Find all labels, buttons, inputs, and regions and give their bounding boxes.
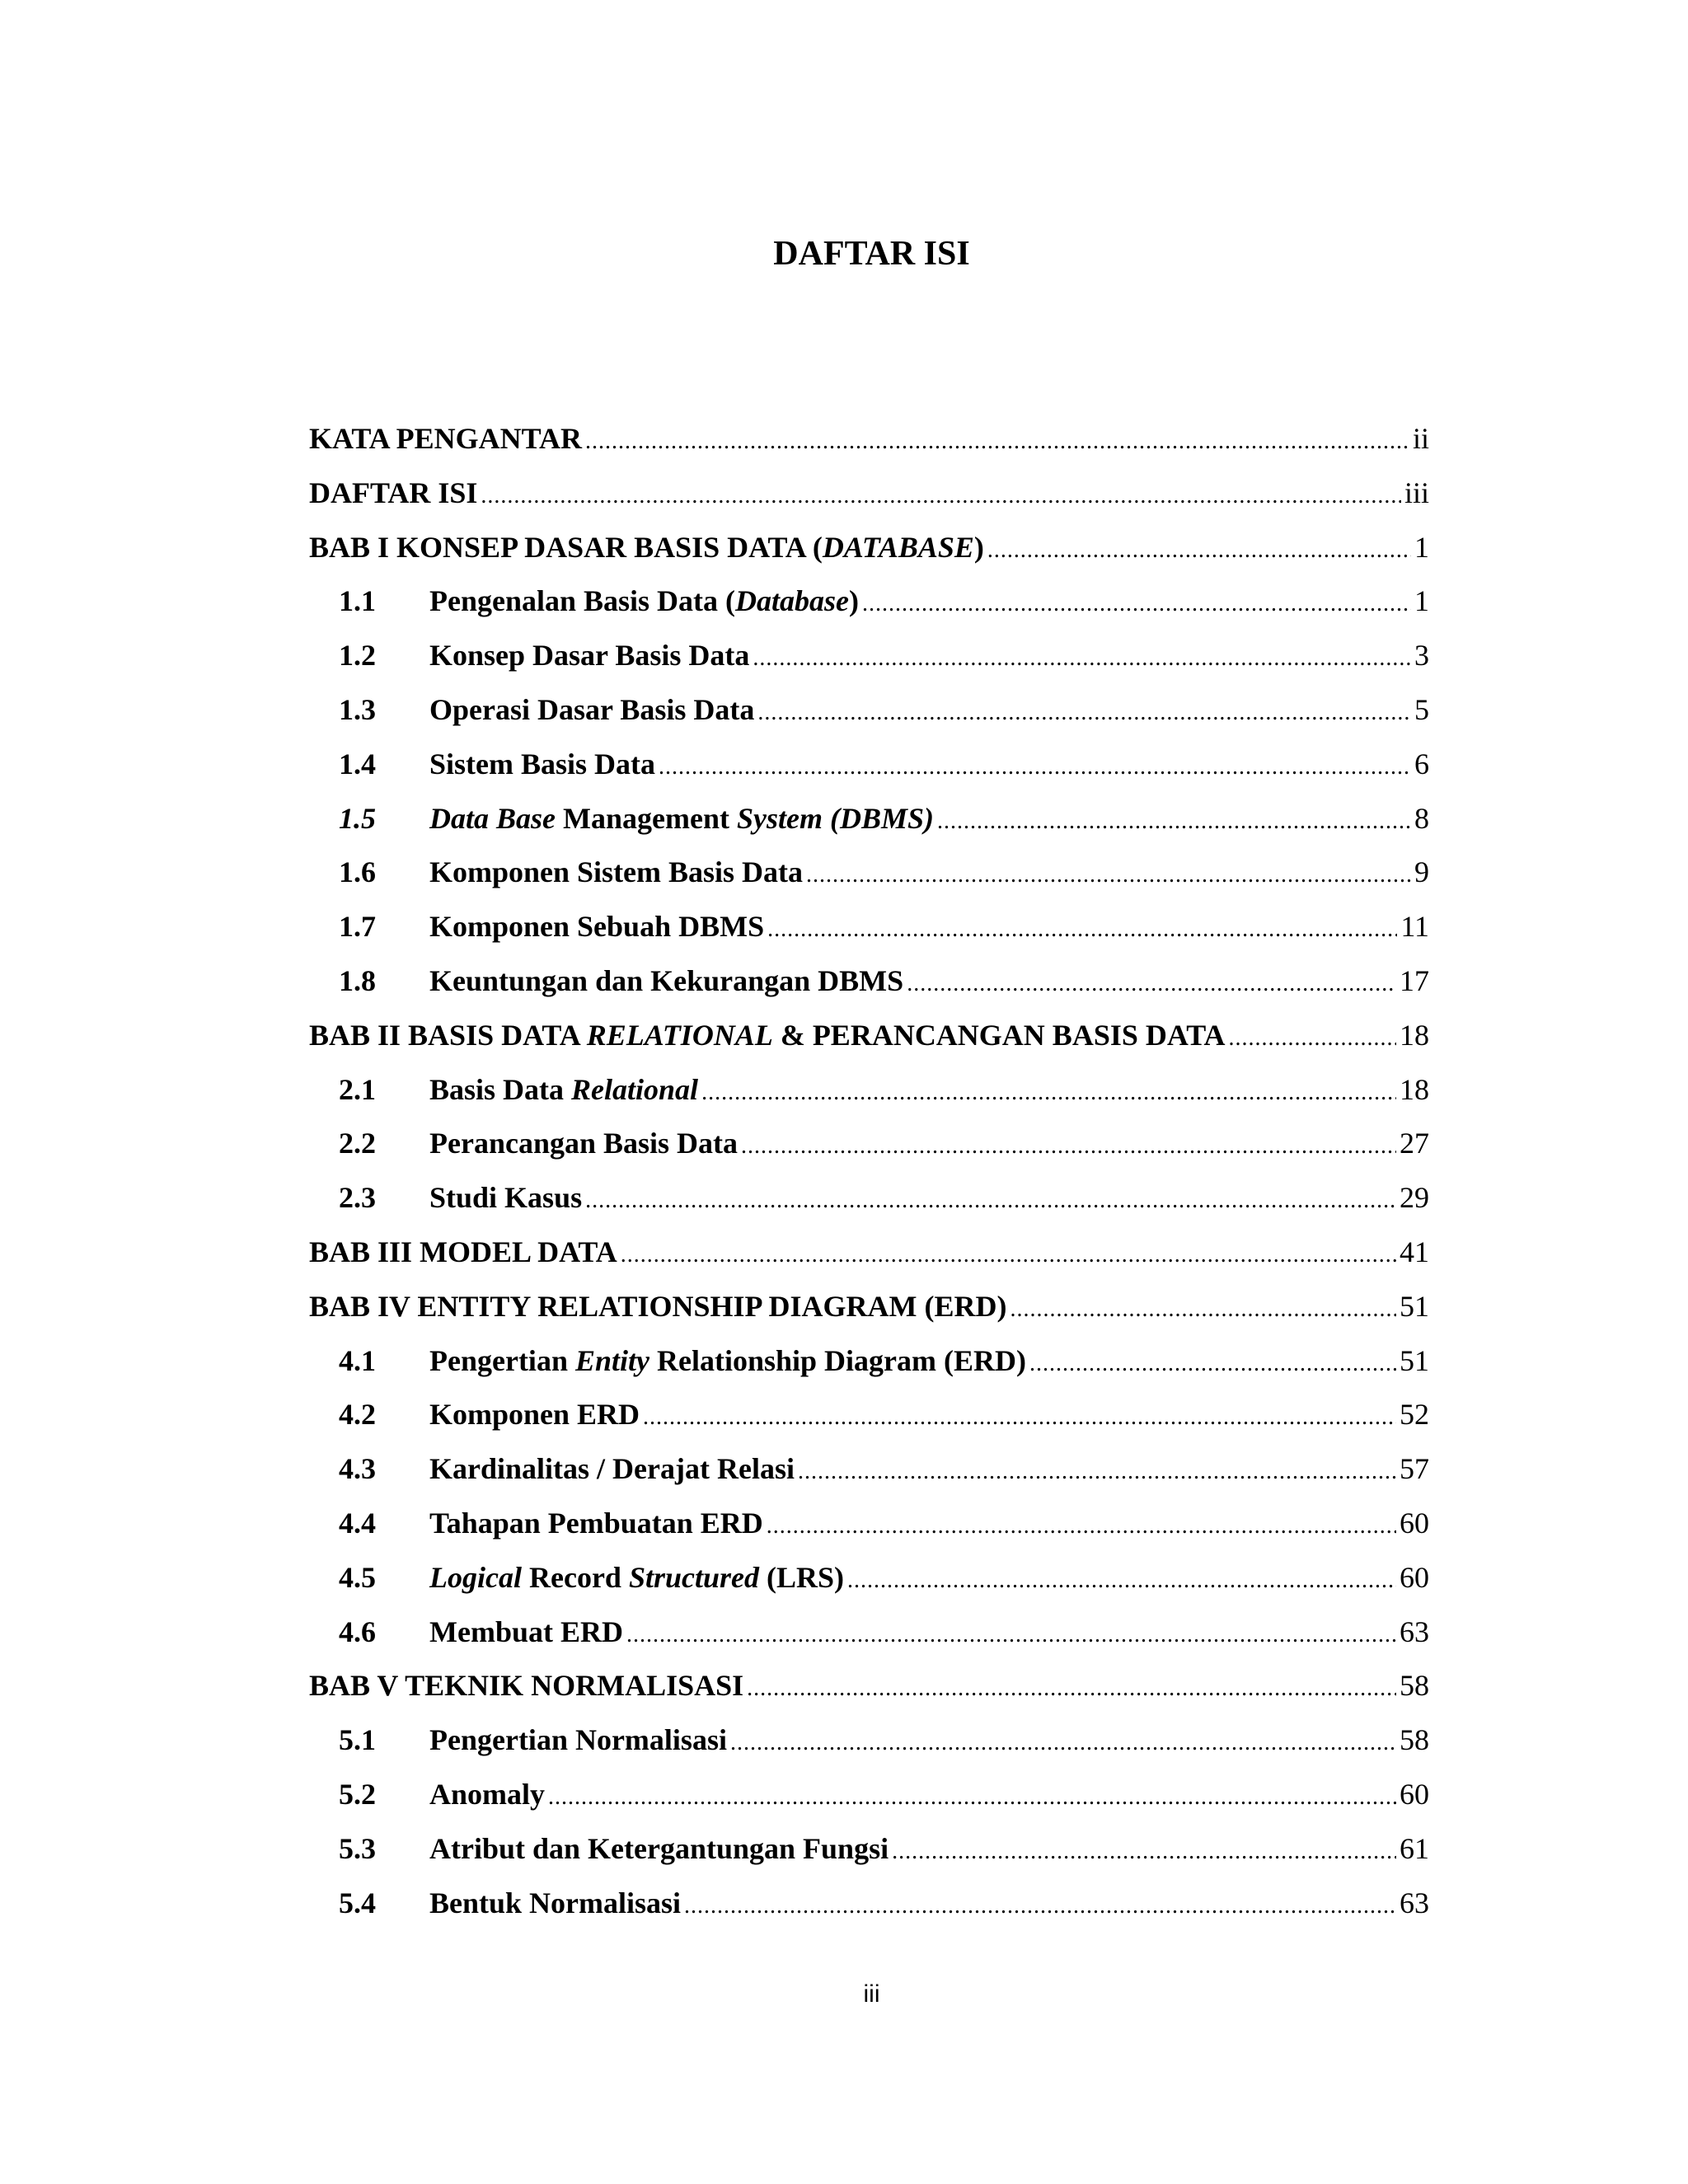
toc-entry[interactable] bbox=[309, 1117, 1429, 1171]
toc-entry-title-segment: Tahapan Pembuatan ERD bbox=[429, 1506, 763, 1540]
toc-entry-number: 4.3 bbox=[339, 1452, 376, 1486]
dot-leader bbox=[987, 523, 1411, 578]
toc-entry-title-segment: & PERANCANGAN BASIS DATA bbox=[772, 1018, 1226, 1052]
toc-entry-title bbox=[429, 1605, 623, 1660]
dot-leader bbox=[643, 1390, 1396, 1445]
toc-entry-number: 4.5 bbox=[339, 1560, 376, 1594]
toc-entry-title bbox=[429, 1334, 1026, 1389]
dot-leader bbox=[847, 1554, 1396, 1608]
toc-entry-title-segment: Basis Data bbox=[429, 1072, 572, 1106]
toc-entry-page: 52 bbox=[1400, 1398, 1429, 1432]
toc-entry-title-segment: ) bbox=[973, 530, 984, 564]
toc-entry-title bbox=[309, 1226, 617, 1280]
toc-entry[interactable] bbox=[309, 1226, 1429, 1280]
toc-entry-title bbox=[309, 1659, 743, 1713]
toc-entry-page: 29 bbox=[1400, 1181, 1429, 1215]
toc-entry-number: 1.1 bbox=[339, 584, 376, 618]
toc-entry-page: 60 bbox=[1400, 1506, 1429, 1540]
toc-entry-page: 41 bbox=[1400, 1235, 1429, 1268]
dot-leader bbox=[907, 957, 1396, 1011]
toc-entry-number: 1.3 bbox=[339, 692, 376, 726]
dot-leader bbox=[730, 1716, 1396, 1770]
toc-entry-page: 11 bbox=[1400, 910, 1429, 944]
toc-entry-title bbox=[429, 900, 764, 954]
toc-entry-title-segment: Pengertian bbox=[429, 1343, 575, 1377]
toc-entry-title bbox=[309, 412, 582, 466]
toc-entry[interactable] bbox=[309, 1063, 1429, 1118]
toc-entry-title bbox=[429, 1551, 844, 1605]
toc-entry-title bbox=[429, 1117, 738, 1171]
toc-entry[interactable] bbox=[309, 1388, 1429, 1442]
toc-entry[interactable] bbox=[309, 683, 1429, 738]
toc-entry-page: 9 bbox=[1414, 855, 1429, 889]
toc-entry-title bbox=[429, 1063, 698, 1118]
toc-entry[interactable] bbox=[309, 521, 1429, 575]
toc-entry-title bbox=[429, 1822, 889, 1877]
toc-entry-title bbox=[429, 683, 754, 738]
toc-entry-title-segment: Perancangan Basis Data bbox=[429, 1127, 738, 1160]
toc-entry-number: 1.6 bbox=[339, 855, 376, 889]
toc-entry-number: 5.3 bbox=[339, 1831, 376, 1865]
toc-entry-title bbox=[429, 1713, 727, 1768]
toc-entry-title bbox=[429, 1442, 795, 1497]
toc-entry[interactable] bbox=[309, 1877, 1429, 1931]
dot-leader bbox=[747, 1661, 1396, 1716]
toc-entry-title-segment: Membuat ERD bbox=[429, 1615, 623, 1648]
toc-entry-page: 58 bbox=[1400, 1669, 1429, 1703]
toc-entry[interactable] bbox=[309, 574, 1429, 629]
toc-entry-title-segment: Relationship Diagram (ERD) bbox=[649, 1343, 1026, 1377]
toc-entry-number: 4.4 bbox=[339, 1506, 376, 1540]
toc-entry[interactable] bbox=[309, 738, 1429, 792]
toc-entry-title bbox=[429, 1877, 681, 1931]
toc-entry-title-segment: DATABASE bbox=[822, 530, 974, 564]
toc-entry-title-segment: Pengertian Normalisasi bbox=[429, 1723, 727, 1757]
toc-entry-page: 3 bbox=[1414, 639, 1429, 673]
toc-entry-number: 1.8 bbox=[339, 963, 376, 997]
dot-leader bbox=[862, 577, 1411, 631]
toc-entry-number: 2.3 bbox=[339, 1181, 376, 1215]
toc-entry-number: 2.2 bbox=[339, 1127, 376, 1160]
toc-entry-page: 6 bbox=[1414, 747, 1429, 780]
toc-entry-page: 63 bbox=[1400, 1886, 1429, 1919]
toc-entry-title-segment: BAB III MODEL DATA bbox=[309, 1235, 617, 1268]
toc-entry-page: ii bbox=[1412, 422, 1429, 455]
toc-entry-page: 1 bbox=[1414, 584, 1429, 618]
toc-entry-title-segment: BAB IV ENTITY RELATIONSHIP DIAGRAM (ERD) bbox=[309, 1289, 1007, 1323]
toc-entry-title-segment: Komponen Sebuah DBMS bbox=[429, 910, 765, 944]
toc-entry[interactable] bbox=[309, 1442, 1429, 1497]
toc-entry-title bbox=[429, 846, 803, 900]
toc-entry-page: 60 bbox=[1400, 1560, 1429, 1594]
toc-entry-page: iii bbox=[1404, 476, 1429, 509]
toc-entry[interactable] bbox=[309, 1822, 1429, 1877]
toc-entry[interactable] bbox=[309, 1713, 1429, 1768]
dot-leader bbox=[1229, 1011, 1396, 1066]
toc-entry-title bbox=[309, 466, 477, 521]
toc-entry-number: 2.1 bbox=[339, 1072, 376, 1106]
dot-leader bbox=[1010, 1282, 1396, 1337]
toc-entry-number: 5.4 bbox=[339, 1886, 376, 1919]
toc-entry-title bbox=[429, 1497, 763, 1551]
dot-leader bbox=[585, 415, 1409, 469]
toc-entry-page: 5 bbox=[1414, 692, 1429, 726]
toc-entry[interactable] bbox=[309, 1334, 1429, 1389]
toc-entry[interactable] bbox=[309, 846, 1429, 900]
dot-leader bbox=[701, 1066, 1396, 1120]
toc-entry[interactable] bbox=[309, 466, 1429, 521]
toc-entry-title bbox=[429, 1171, 582, 1226]
dot-leader bbox=[767, 1499, 1396, 1554]
toc-entry-title-segment: (LRS) bbox=[759, 1560, 845, 1594]
toc-entry-page: 51 bbox=[1400, 1289, 1429, 1323]
toc-entry-title-segment: Kardinalitas / Derajat Relasi bbox=[429, 1452, 795, 1486]
dot-leader bbox=[798, 1445, 1396, 1499]
dot-leader bbox=[548, 1770, 1396, 1825]
toc-entry-title bbox=[309, 1009, 1226, 1063]
dot-leader bbox=[753, 631, 1411, 686]
toc-entry-title-segment: Konsep Dasar Basis Data bbox=[429, 639, 750, 673]
toc-entry-title-segment: Atribut dan Ketergantungan Fungsi bbox=[429, 1831, 889, 1865]
toc-entry-title-segment: Studi Kasus bbox=[429, 1181, 583, 1215]
toc-entry-title-segment: BAB II BASIS DATA bbox=[309, 1018, 587, 1052]
dot-leader bbox=[621, 1228, 1396, 1282]
page-title: DAFTAR ISI bbox=[773, 235, 970, 273]
toc-entry[interactable] bbox=[309, 1605, 1429, 1660]
toc-entry-title bbox=[429, 574, 859, 629]
toc-entry-number: 4.6 bbox=[339, 1615, 376, 1648]
toc-entry-number: 5.1 bbox=[339, 1723, 376, 1757]
toc-entry-number: 1.4 bbox=[339, 747, 376, 780]
toc-entry-number: 5.2 bbox=[339, 1777, 376, 1811]
page-number-footer: iii bbox=[863, 1980, 880, 2008]
toc-entry-page: 1 bbox=[1414, 530, 1429, 564]
toc-entry-title-segment: Logical bbox=[429, 1560, 522, 1594]
dot-leader bbox=[937, 794, 1411, 849]
toc-entry-number: 4.2 bbox=[339, 1398, 376, 1432]
toc-entry-title-segment: Sistem Basis Data bbox=[429, 747, 656, 780]
dot-leader bbox=[806, 848, 1411, 902]
toc-entry-page: 60 bbox=[1400, 1777, 1429, 1811]
toc-entry-title-segment: RELATIONAL bbox=[586, 1018, 773, 1052]
dot-leader bbox=[892, 1825, 1396, 1879]
toc-entry-title-segment: Relational bbox=[571, 1072, 699, 1106]
toc-entry-title-segment: Structured bbox=[628, 1560, 759, 1594]
toc-entry-page: 51 bbox=[1400, 1343, 1429, 1377]
toc-entry[interactable] bbox=[309, 1171, 1429, 1226]
dot-leader bbox=[659, 740, 1411, 794]
toc-entry-title-segment: Keuntungan dan Kekurangan DBMS bbox=[429, 963, 904, 997]
toc-entry[interactable] bbox=[309, 1659, 1429, 1713]
toc-entry-title-segment: Record bbox=[521, 1560, 629, 1594]
toc-entry-page: 17 bbox=[1400, 963, 1429, 997]
table-of-contents bbox=[309, 412, 1429, 1930]
toc-entry-title-segment: Bentuk Normalisasi bbox=[429, 1886, 682, 1919]
toc-entry-title-segment: Management bbox=[556, 801, 737, 835]
toc-entry-title-segment: System (DBMS) bbox=[736, 801, 934, 835]
toc-entry-title-segment: Database bbox=[735, 584, 850, 618]
toc-entry[interactable] bbox=[309, 900, 1429, 954]
dot-leader bbox=[481, 469, 1401, 523]
toc-entry-page: 61 bbox=[1400, 1831, 1429, 1865]
toc-entry-title bbox=[429, 629, 749, 683]
dot-leader bbox=[741, 1119, 1396, 1174]
toc-entry-title bbox=[429, 954, 903, 1009]
toc-entry-title-segment: DAFTAR ISI bbox=[309, 476, 478, 509]
toc-entry-title-segment: ) bbox=[849, 584, 860, 618]
toc-entry[interactable] bbox=[309, 1009, 1429, 1063]
toc-entry-page: 63 bbox=[1400, 1615, 1429, 1648]
dot-leader bbox=[757, 686, 1411, 740]
toc-entry-title-segment: Anomaly bbox=[429, 1777, 546, 1811]
dot-leader bbox=[585, 1174, 1396, 1228]
toc-entry[interactable] bbox=[309, 1768, 1429, 1822]
toc-entry-title-segment: KATA PENGANTAR bbox=[309, 422, 583, 455]
toc-entry[interactable] bbox=[309, 629, 1429, 683]
toc-entry-title bbox=[309, 1280, 1006, 1334]
toc-entry-number: 1.5 bbox=[339, 801, 376, 835]
toc-entry-title-segment: Pengenalan Basis Data ( bbox=[429, 584, 736, 618]
toc-entry-title-segment: Entity bbox=[574, 1343, 649, 1377]
toc-entry[interactable] bbox=[309, 1280, 1429, 1334]
toc-entry-number: 1.2 bbox=[339, 639, 376, 673]
dot-leader bbox=[1029, 1337, 1396, 1391]
toc-entry-page: 18 bbox=[1400, 1072, 1429, 1106]
toc-entry-page: 18 bbox=[1400, 1018, 1429, 1052]
toc-entry[interactable] bbox=[309, 792, 1429, 846]
dot-leader bbox=[684, 1879, 1396, 1933]
toc-entry[interactable] bbox=[309, 954, 1429, 1009]
dot-leader bbox=[626, 1608, 1396, 1662]
toc-entry-title-segment: Komponen ERD bbox=[429, 1398, 640, 1432]
toc-entry-number: 1.7 bbox=[339, 910, 376, 944]
toc-entry[interactable] bbox=[309, 1551, 1429, 1605]
toc-entry-page: 8 bbox=[1414, 801, 1429, 835]
toc-entry-title bbox=[429, 738, 655, 792]
toc-entry-page: 27 bbox=[1400, 1127, 1429, 1160]
toc-entry-page: 58 bbox=[1400, 1723, 1429, 1757]
toc-entry-number: 4.1 bbox=[339, 1343, 376, 1377]
dot-leader bbox=[767, 902, 1397, 957]
toc-entry-title-segment: Operasi Dasar Basis Data bbox=[429, 692, 755, 726]
toc-entry-title-segment: Data Base bbox=[429, 801, 556, 835]
toc-entry-title-segment: Komponen Sistem Basis Data bbox=[429, 855, 804, 889]
toc-entry-title bbox=[429, 792, 934, 846]
toc-entry-title bbox=[429, 1388, 640, 1442]
toc-entry[interactable] bbox=[309, 412, 1429, 466]
toc-entry-title-segment: BAB V TEKNIK NORMALISASI bbox=[309, 1669, 744, 1703]
toc-entry[interactable] bbox=[309, 1497, 1429, 1551]
toc-entry-title bbox=[309, 521, 984, 575]
toc-entry-page: 57 bbox=[1400, 1452, 1429, 1486]
toc-entry-title bbox=[429, 1768, 545, 1822]
toc-entry-title-segment: BAB I KONSEP DASAR BASIS DATA ( bbox=[309, 530, 823, 564]
